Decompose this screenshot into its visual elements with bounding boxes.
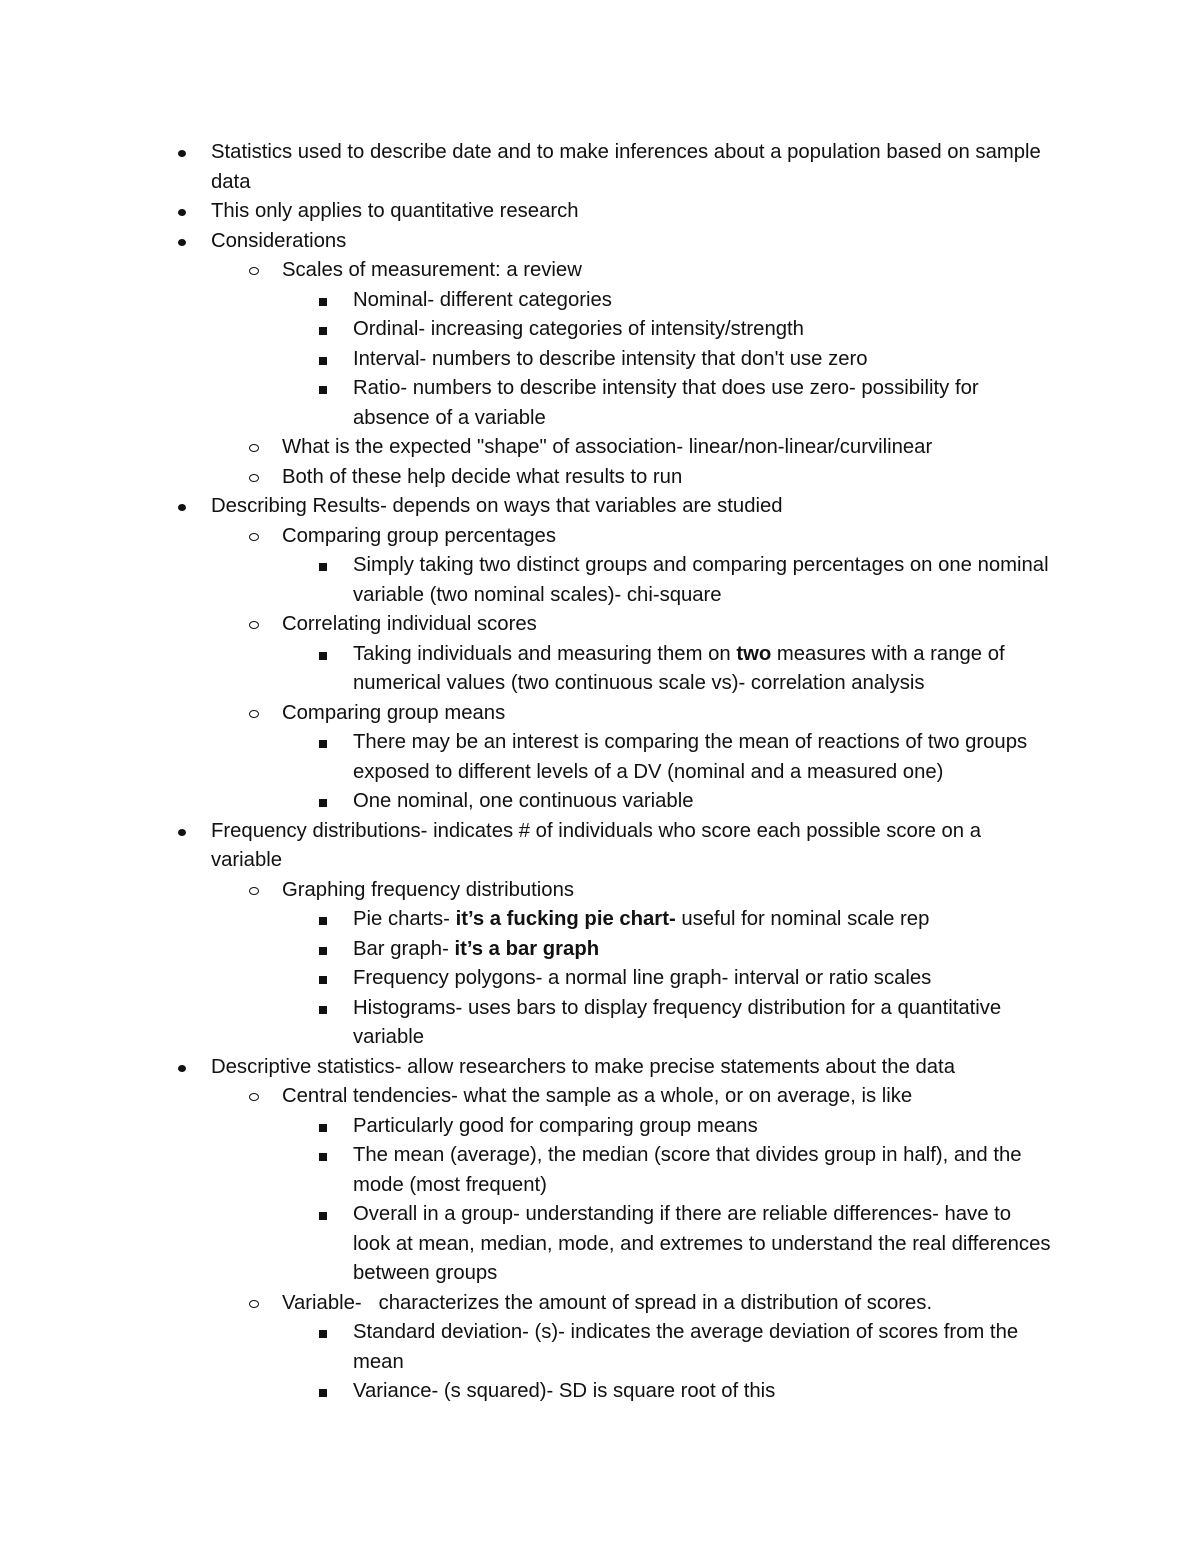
- item-text: Comparing group means: [282, 701, 506, 724]
- hollow-bullet-icon: [249, 1093, 259, 1101]
- list-item: [0, 286, 1053, 316]
- hollow-bullet-icon: [249, 474, 259, 482]
- item-text: Graphing frequency distributions: [282, 878, 574, 901]
- item-text-end: measures with a range of numerical values (two continuous scale vs)- correlation analysis: [353, 642, 1005, 694]
- square-bullet-icon: [319, 799, 327, 807]
- bullet-icon: [178, 829, 186, 836]
- item-text: Both of these help decide what results to run: [282, 465, 683, 488]
- item-text: Interval- numbers to describe intensity that don't use zero: [353, 347, 868, 370]
- emphasis-text: it’s a bar graph: [454, 937, 600, 960]
- list-item: [0, 551, 1053, 610]
- item-text-end: useful for nominal scale rep: [675, 908, 930, 930]
- bullet-icon: [178, 150, 186, 157]
- item-text: Variable- characterizes the amount of spread in a distribution of scores.: [282, 1291, 933, 1314]
- list-item: [0, 1141, 1053, 1200]
- item-text: Considerations: [211, 229, 347, 252]
- hollow-bullet-icon: [249, 533, 259, 541]
- square-bullet-icon: [319, 947, 327, 955]
- item-text: Histograms- uses bars to display frequency distribution for a quantitative variable: [353, 996, 1002, 1048]
- square-bullet-icon: [319, 1006, 327, 1014]
- item-text: Frequency polygons- a normal line graph- interval or ratio scales: [353, 967, 932, 989]
- hollow-bullet-icon: [249, 887, 259, 895]
- list-item: [0, 345, 1053, 375]
- bullet-icon: [178, 504, 186, 511]
- item-text: Overall in a group- understanding if there are reliable differences- have to look at mean, median, mode, and extremes to understand the real differences between groups: [353, 1203, 1051, 1284]
- item-text: Simply taking two distinct groups and comparing percentages on one nominal variable (two nominal scales)- chi-square: [353, 554, 1049, 606]
- list-item: [0, 463, 1052, 493]
- list-item: [0, 227, 1051, 257]
- list-item: [0, 994, 1053, 1053]
- list-item: [0, 492, 1051, 522]
- square-bullet-icon: [319, 357, 327, 365]
- list-item: [0, 876, 1052, 906]
- item-text: Variance- (s squared)- SD is square root of this: [353, 1380, 776, 1402]
- list-item: [0, 817, 1051, 876]
- item-text: Ratio- numbers to describe intensity that does use zero- possibility for absence of a variable: [353, 377, 979, 429]
- list-item: [0, 787, 1053, 817]
- list-item: [0, 1112, 1053, 1142]
- item-text: Central tendencies- what the sample as a whole, or on average, is like: [282, 1085, 913, 1107]
- list-item: [0, 610, 1052, 640]
- item-text: Comparing group percentages: [282, 524, 556, 547]
- list-item: [0, 699, 1052, 729]
- bullet-icon: [178, 209, 186, 216]
- square-bullet-icon: [319, 652, 327, 660]
- square-bullet-icon: [319, 1389, 327, 1397]
- list-item: [0, 905, 1053, 935]
- square-bullet-icon: [319, 1124, 327, 1132]
- square-bullet-icon: [319, 1330, 327, 1338]
- list-item: [0, 138, 1051, 197]
- hollow-bullet-icon: [249, 444, 259, 452]
- item-text: Scales of measurement: a review: [282, 259, 582, 281]
- list-item: [0, 1082, 1052, 1112]
- square-bullet-icon: [319, 1153, 327, 1161]
- bullet-icon: [178, 1065, 186, 1072]
- list-item: [0, 256, 1052, 286]
- item-text: Nominal- different categories: [353, 288, 612, 311]
- square-bullet-icon: [319, 563, 327, 571]
- list-item: [0, 1318, 1053, 1377]
- item-text: This only applies to quantitative research: [211, 200, 579, 222]
- item-text: What is the expected "shape" of association- linear/non-linear/curvilinear: [282, 436, 933, 458]
- item-text-start: Pie charts-: [353, 908, 456, 930]
- hollow-bullet-icon: [249, 1300, 259, 1308]
- item-text-start: Bar graph-: [353, 937, 455, 960]
- bullet-icon: [178, 239, 186, 246]
- list-item: [0, 728, 1053, 787]
- square-bullet-icon: [319, 298, 327, 306]
- list-item: [0, 1200, 1053, 1289]
- square-bullet-icon: [319, 917, 327, 925]
- square-bullet-icon: [319, 740, 327, 748]
- list-item: [0, 640, 1053, 699]
- list-item: [0, 1377, 1053, 1407]
- item-text-start: Taking individuals and measuring them on: [353, 642, 737, 665]
- item-text: Describing Results- depends on ways that variables are studied: [211, 495, 783, 517]
- item-text: Particularly good for comparing group means: [353, 1114, 758, 1137]
- list-item: [0, 374, 1053, 433]
- item-text: Correlating individual scores: [282, 613, 537, 635]
- square-bullet-icon: [319, 976, 327, 984]
- square-bullet-icon: [319, 386, 327, 394]
- item-text: Standard deviation- (s)- indicates the average deviation of scores from the mean: [353, 1321, 1019, 1373]
- list-item: [0, 935, 1053, 965]
- item-text: Descriptive statistics- allow researchers to make precise statements about the data: [211, 1055, 955, 1078]
- hollow-bullet-icon: [249, 621, 259, 629]
- list-item: [0, 1289, 1052, 1319]
- item-text: Ordinal- increasing categories of intensity/strength: [353, 318, 804, 340]
- hollow-bullet-icon: [249, 710, 259, 718]
- emphasis-text: two: [736, 642, 772, 665]
- item-text: Statistics used to describe date and to make inferences about a population based on sample data: [211, 141, 1041, 193]
- emphasis-text: it’s a fucking pie chart-: [455, 908, 676, 930]
- item-text: There may be an interest is comparing the mean of reactions of two groups exposed to different levels of a DV (nominal and a measured one): [353, 731, 1028, 783]
- list-item: [0, 197, 1051, 227]
- item-text: One nominal, one continuous variable: [353, 790, 694, 812]
- square-bullet-icon: [319, 327, 327, 335]
- item-text: Frequency distributions- indicates # of individuals who score each possible score on a variable: [211, 819, 981, 871]
- list-item: [0, 315, 1053, 345]
- list-item: [0, 1053, 1051, 1083]
- list-item: [0, 522, 1052, 552]
- list-item: [0, 964, 1053, 994]
- square-bullet-icon: [319, 1212, 327, 1220]
- list-item: [0, 433, 1052, 463]
- document-page: [0, 138, 1200, 1407]
- hollow-bullet-icon: [249, 267, 259, 275]
- item-text: The mean (average), the median (score that divides group in half), and the mode (most frequent): [353, 1144, 1022, 1196]
